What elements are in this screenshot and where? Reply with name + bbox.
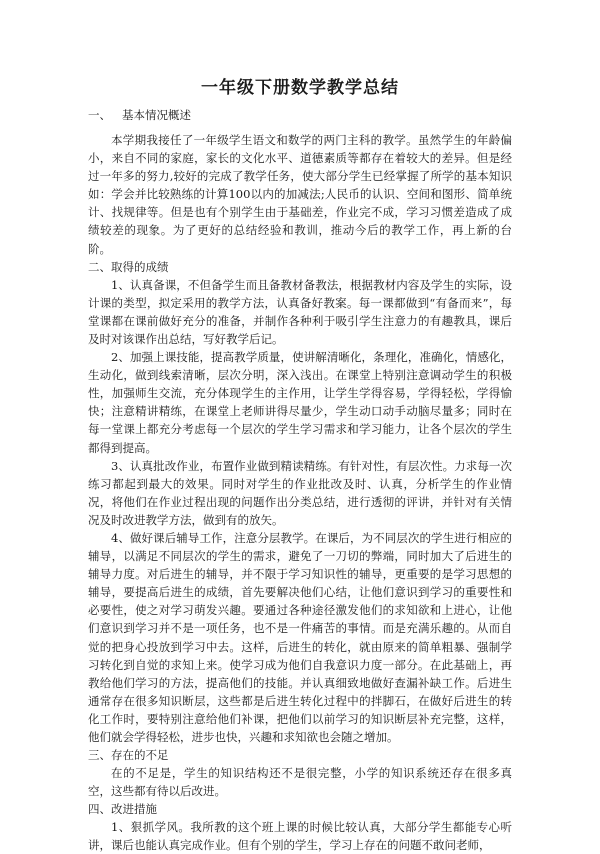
section-number: 四、: [88, 802, 111, 817]
paragraph: 2、加强上课技能，提高教学质量，使讲解清晰化，条理化，准确化，情感化，生动化，做到线索清晰，层次分明，深入浅出。在课堂上特别注意调动学生的积极性，加强师生交流，充分体现学生的主作用，让学生学得容易，学得轻松，学得愉快；注意精讲精练，在课堂上老师讲得尽量少，学生动口动手动脑尽量多；同时在每一堂课上都充分考虑每一个层次的学生学习需求和学习能力，让各个层次的学生都得到提高。: [88, 350, 512, 455]
document-title: 一年级下册数学教学总结: [201, 78, 399, 98]
paragraph: 1、认真备课，不但备学生而且备教材备教法，根据教材内容及学生的实际，设计课的类型，拟定采用的教学方法，认真备好教案。每一课都做到“有备而来”，每堂课都在课前做好充分的准备，并制作各种利于吸引学生注意力的有趣教具，课后及时对该课作出总结，写好教学后记。: [88, 277, 512, 346]
section-shortcomings: [88, 746, 512, 800]
section-number: 三、: [88, 748, 111, 763]
paragraph: 本学期我接任了一年级学生语文和数学的两门主科的教学。虽然学生的年龄偏小，来自不同的家庭，家长的文化水平、道德素质等都存在着较大的差异。但是经过一年多的努力,较好的完成了教学任务，使大部分学生已经掌握了所学的基本知识如：学会并比较熟练的计算100以内的加减法;人民币的认识、空间和图形、简单统计、找规律等。但是也有个别学生由于基础差，作业完不成，学习习惯差造成了成绩较差的现象。为了更好的总结经验和教训，推动今后的教学工作，再上新的台阶。: [88, 133, 512, 256]
section-number: 二、: [88, 259, 111, 274]
section-heading-text: 基本情况概述: [122, 108, 191, 122]
section-heading-text: 存在的不足: [111, 748, 169, 763]
document-page: [88, 76, 512, 854]
section-heading: [88, 106, 512, 124]
section-heading: [88, 258, 512, 276]
paragraph: 3、认真批改作业，布置作业做到精读精练。有针对性，有层次性。力求每一次练习都起到最大的效果。同时对学生的作业批改及时、认真，分析学生的作业情况，将他们在作业过程出现的问题作出分类总结，进行透彻的评讲，并针对有关情况及时改进教学方法，做到有的放矢。: [88, 458, 512, 527]
section-heading-text: 取得的成绩: [111, 259, 169, 274]
paragraph: 4、做好课后辅导工作，注意分层教学。在课后，为不同层次的学生进行相应的辅导，以满足不同层次的学生的需求，避免了一刀切的弊端，同时加大了后进生的辅导力度。对后进生的辅导，并不限于学习知识性的辅导，更重要的是学习思想的辅导，要提高后进生的成绩，首先要解决他们心结，让他们意识到学习的重要性和必要性，使之对学习萌发兴趣。要通过各种途径激发他们的求知欲和上进心，让他们意识到学习并不是一项任务，也不是一件痛苦的事情。而是充满乐趣的。从而自觉的把身心投放到学习中去。这样，后进生的转化，就由原来的简单粗暴、强制学习转化到自觉的求知上来。使学习成为他们自我意识力度一部分。在此基础上，再教给他们学习的方法，提高他们的技能。并认真细致地做好查漏补缺工作。后进生通常存在很多知识断层，这些都是后进生转化过程中的拌脚石，在做好后进生的转化工作时，要特别注意给他们补课，把他们以前学习的知识断层补充完整，这样，他们就会学得轻松，进步也快，兴趣和求知欲也会随之增加。: [88, 530, 512, 744]
section-number: 一、: [88, 108, 111, 122]
section-heading: [88, 800, 512, 818]
section-heading: [88, 746, 512, 764]
section-achievements: [88, 258, 512, 746]
section-improvements: [88, 800, 512, 854]
section-heading-text: 改进措施: [111, 802, 157, 817]
paragraph: 1、狠抓学风。我所教的这个班上课的时候比较认真，大部分学生都能专心听讲，课后也能认真完成作业。但有个别的学生，学习上存在的问题不敢问老师，: [88, 820, 512, 853]
section-overview: [88, 106, 512, 258]
paragraph: 在的不足是，学生的知识结构还不是很完整，小学的知识系统还存在很多真空，这些都有待以后改进。: [88, 766, 512, 799]
